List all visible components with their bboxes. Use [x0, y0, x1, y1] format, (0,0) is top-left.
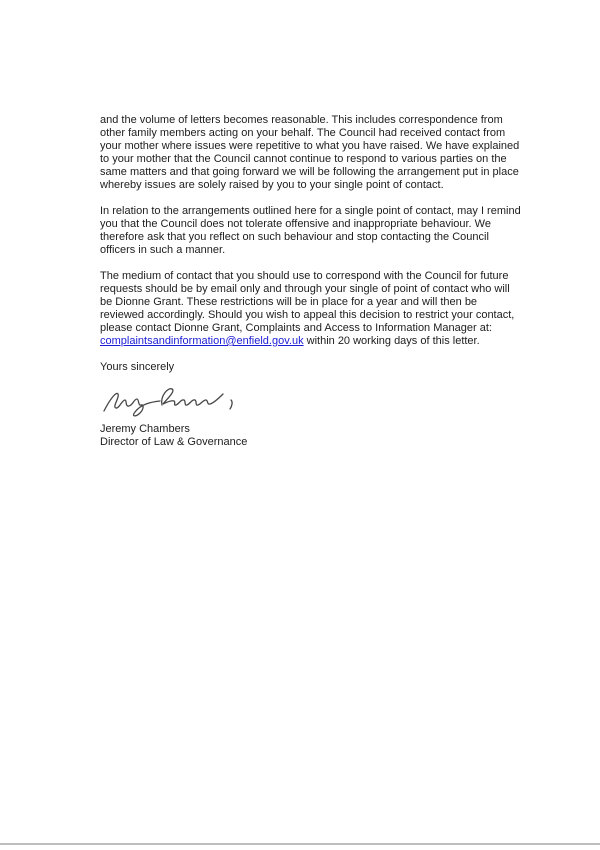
paragraph-text-after-link: within 20 working days of this letter.: [303, 335, 480, 347]
paragraph-text-before-link: The medium of contact that you should use to correspond with the Council for future requests should be by email only and through your single of point of contact who will be Dionne Grant. These restrictions will be in place for a year and will then be reviewed accordingly. Should you wish to appeal this decision to restrict your contact, please contact Dionne Grant, Complaints and Access to Information Manager at:: [100, 270, 515, 334]
paragraph-volume-of-letters: and the volume of letters becomes reasonable. This includes correspondence from other family members acting on your behalf. The Council had received contact from your mother where issues were repetitive to what you have raised. We have explained to your mother that the Council cannot continue to respond to various parties on the same matters and that going forward we will be following the arrangement put in place whereby issues are solely raised by you to your single point of contact.: [100, 114, 520, 191]
paragraph-medium-of-contact: [100, 270, 524, 348]
letter-body: [100, 114, 524, 449]
closing-salutation: Yours sincerely: [100, 361, 175, 373]
handwritten-signature-icon: [100, 378, 524, 420]
page-bottom-edge: [0, 843, 600, 845]
signatory-title: Director of Law & Governance: [100, 436, 248, 448]
email-link[interactable]: complaintsandinformation@enfield.gov.uk: [100, 335, 304, 347]
signatory-name: Jeremy Chambers: [100, 423, 190, 435]
paragraph-behaviour-warning: In relation to the arrangements outlined here for a single point of contact, may I remind you that the Council does not tolerate offensive and inappropriate behaviour. We therefore ask that you reflect on such behaviour and stop contacting the Council officers in such a manner.: [100, 205, 521, 256]
